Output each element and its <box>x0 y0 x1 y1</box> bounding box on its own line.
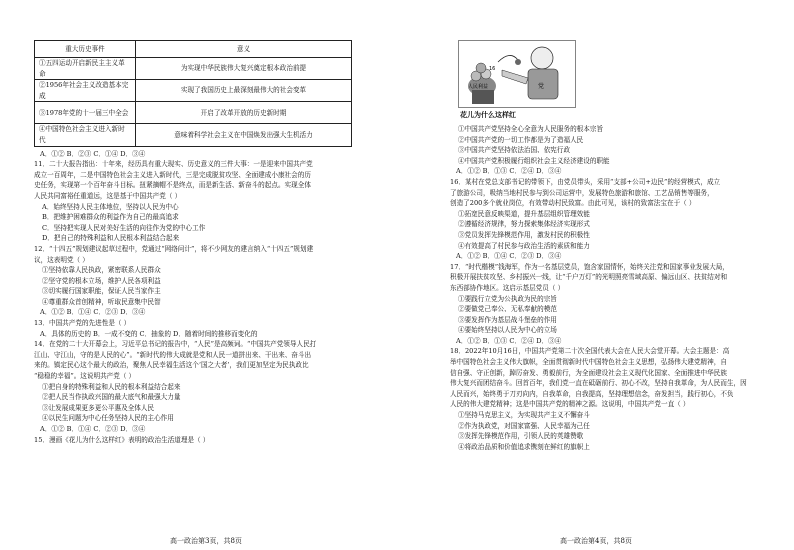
choice: ④将政治品质和价值追求镌刻在鲜红的旗帜上 <box>458 442 590 451</box>
answer-options: A．①② B．①④ C．②③ D．③④ <box>40 308 146 317</box>
choice: ③党员发挥先锋模范作用，激发村民的积极性 <box>458 230 590 239</box>
table-row <box>35 124 352 146</box>
choice: ①坚持依靠人民执政，紧密联系人民群众 <box>42 266 161 275</box>
choice: ④要始终坚持以人民为中心的立场 <box>458 326 557 335</box>
question-text: 12．“十四五”规划建议起草过程中，党通过“网络问计”，将不少网友的建言纳入“十四五”规划建 <box>34 244 314 253</box>
choice: ②坚守党的根本立场，维护人民各项利益 <box>42 276 161 285</box>
question-text: 14．在党的二十大开幕会上，习近平总书记的报告中，“人民”是高频词。“中国共产党领导人民打 <box>34 340 317 349</box>
question-text: 江山、守江山，守的是人民的心”。“新时代的伟大成就是党和人民一道拼出来、干出来、奋斗出 <box>34 350 312 359</box>
answer-options: A．具体的历史的 B．一成不变的 C．抽象的 D．随着时间的推移而变化的 <box>40 329 258 338</box>
choice: ①中国共产党坚持全心全意为人民服务的根本宗旨 <box>458 125 604 133</box>
choice: ④以民生问题为中心任务坚持人民的主心作用 <box>42 414 174 423</box>
question-text: 15．漫画《花儿为什么这样红》表明的政治生活道理是（ ） <box>34 435 210 444</box>
figure-label: 党 <box>538 83 545 90</box>
choice: ③要发挥作为基层战斗堡垒的作用 <box>458 315 557 324</box>
table-header-row <box>35 41 352 58</box>
table-row <box>35 102 352 124</box>
table-cell: 实现了我国历史上最深刻最伟大的社会变革 <box>136 80 352 102</box>
table-row <box>35 80 352 102</box>
question-text: 人民的伟大建党精神；这是中国共产党的精神之源。这说明，中国共产党一直（ ） <box>450 400 690 409</box>
table-cell: ①五四运动开启新民主主义革命 <box>35 58 136 80</box>
cartoon-caption: 花儿为什么这样红 <box>460 111 516 119</box>
table-row <box>35 58 352 80</box>
right-column <box>450 124 770 452</box>
choice: ②把人民当作执政兴国的最大底气和最强大力量 <box>42 393 181 402</box>
flower-label: 16 <box>489 66 496 72</box>
choice: ③发挥先锋模范作用，引领人民的英雄赞歌 <box>458 432 584 441</box>
question-text: 人民共同富裕任重道远，这是基于中国共产党（ ） <box>34 191 182 200</box>
left-column <box>34 0 394 445</box>
page-footer-left: 高一政治第3页，共8页 <box>170 537 242 545</box>
table-header: 意义 <box>136 41 352 58</box>
question-text: 13．中国共产党的先进性是（ ） <box>34 319 131 328</box>
table-cell: ④中国特色社会主义进入新时代 <box>35 124 136 146</box>
question-text: 创造了200多个就业岗位，有效带动村民致富。由此可见，该村的致富法宝在于（ ） <box>450 199 696 208</box>
question-text: 来的。镇定民心这个最大的政治，聚焦人民幸福生活这个‘国之大者’，我们更加坚定为民执政比 <box>34 361 309 370</box>
question-text: 17．“时代楷模”钱海军，作为一名基层党员，饱含家国情怀，始终关注党和国家事业发展大局， <box>450 262 729 271</box>
question-text: 史任务，实现第一个百年奋斗目标。扭紧摘帽不是终点，而是新生活、新奋斗的起点。实现全体 <box>34 181 311 190</box>
choice: ④有效提高了村民参与政治生活的素质和能力 <box>458 241 590 250</box>
answer-options: A．①② B．②③ C．①④ D．③④ <box>40 149 146 158</box>
question-text: 成立一百周年，二是中国特色社会主义进入新时代，三是完成脱贫攻坚、全面建成小康社会的历 <box>34 170 311 179</box>
answer-options: A．①② B．①③ C．②④ D．③④ <box>456 336 562 345</box>
question-text: 了旅游公司，吸纳当地村民参与到公司运营中，发展特色旅游和旅馆、工艺品销售等服务， <box>450 188 714 197</box>
table-cell: 意味着科学社会主义在中国焕发出强大生机活力 <box>136 124 352 146</box>
page-footer-right: 高一政治第4页，共8页 <box>560 537 632 545</box>
choice: A．始终坚持人民主体地位，坚持以人民为中心 <box>42 202 179 211</box>
choice: C．坚持把实现人民对美好生活的向往作为党的中心工作 <box>42 223 206 232</box>
cartoon-illustration <box>458 40 576 108</box>
table-cell: 开启了改革开放的历史新时期 <box>136 102 352 124</box>
table-cell: ③1978年党的十一届三中全会 <box>35 102 136 124</box>
question-text: 16．某村在党总支部书记的带领下，由党员带头，采用“支部+公司+边民”的经营模式，成立 <box>450 177 721 186</box>
question-text: 伟大复兴而团结奋斗。回首百年，我们党一直在砥砺前行、初心不改，坚持自我革命，为人民而生，因 <box>450 379 747 388</box>
answer-options: A．①② B．①④ C．②③ D．③④ <box>40 425 146 433</box>
choice: ④尊重群众首创精神，听取民意集中民智 <box>42 297 161 306</box>
flower-label: 人民利益 <box>468 84 489 90</box>
question-text: 信自强、守正创新，踔厉奋发、勇毅前行，为全面建设社会主义现代化国家、全面推进中华民族 <box>450 368 727 377</box>
table-cell: 为实现中华民族伟大复兴奠定根本政治前提 <box>136 58 352 80</box>
choice: ②中国共产党的一切工作都是为了造福人民 <box>458 135 584 144</box>
history-table <box>34 40 352 147</box>
choice: B．把维护困难群众的利益作为自己的最高追求 <box>42 213 179 222</box>
choice: ②要做党己奉公、无私奉献的模范 <box>458 305 557 314</box>
choice: ③切实履行国家职能，保证人民当家作主 <box>42 287 161 296</box>
choice: ①要践行立党为公执政为民的宗旨 <box>458 294 557 303</box>
question-text: 18．2022年10月16日，中国共产党第二十次全国代表大会在人民大会堂开幕。大会主题是：高 <box>450 347 730 356</box>
choice: ②遵循经济规律，努力探索集体经济实现形式 <box>458 220 590 229</box>
choice: D．把自己的特殊利益和人民根本利益结合起来 <box>42 234 180 243</box>
choice: ①拓宽民意反映渠道，提升基层组织管理效能 <box>458 209 590 218</box>
choice: ①把自身的特殊利益和人民的根本利益结合起来 <box>42 382 181 391</box>
table-header: 重大历史事件 <box>35 41 136 58</box>
answer-options: A．①② B．①④ C．②③ D．③④ <box>456 252 562 261</box>
table-cell: ②1956年社会主义改造基本完成 <box>35 80 136 102</box>
answer-options: A．①② B．①③ C．②④ D．③④ <box>456 167 562 176</box>
choice: ①坚持马克思主义，为实现共产主义不懈奋斗 <box>458 411 590 420</box>
question-text: 积极开展扶贫攻坚、乡村振兴一线，让“千户万灯”的光明照亮雪域高原、偏远山区、扶贫结对和 <box>450 273 728 282</box>
question-text: 东西部协作地区。这启示基层党员（ ） <box>450 283 565 292</box>
left-text <box>34 149 394 446</box>
question-text: 11．二十大报告指出：十年来，经历具有重大现实、历史意义的三件大事：一是迎来中国共产党 <box>34 160 313 169</box>
question-text: 人民而兴，始终勇于刀刃向内，自我革命，自我提高，坚持理想信念，奋发担当，践行初心，不负 <box>450 389 734 398</box>
choice: ③让发展成果更多更公平惠及全体人民 <box>42 403 155 412</box>
choice: ②作为执政党，对国家富强、人民幸福为己任 <box>458 421 590 430</box>
question-text: 议，这表明党（ ） <box>34 255 89 264</box>
choice: ③中国共产党坚持依法治国、依宪行政 <box>458 146 571 155</box>
question-text: 举中国特色社会主义伟大旗帜，全面贯彻新时代中国特色社会主义思想，弘扬伟大建党精神，自 <box>450 358 727 367</box>
question-text: “稳稳的幸福”。这说明共产党（ ） <box>34 372 136 381</box>
choice: ④中国共产党积极履行组织社会主义经济建设的职能 <box>458 156 610 165</box>
